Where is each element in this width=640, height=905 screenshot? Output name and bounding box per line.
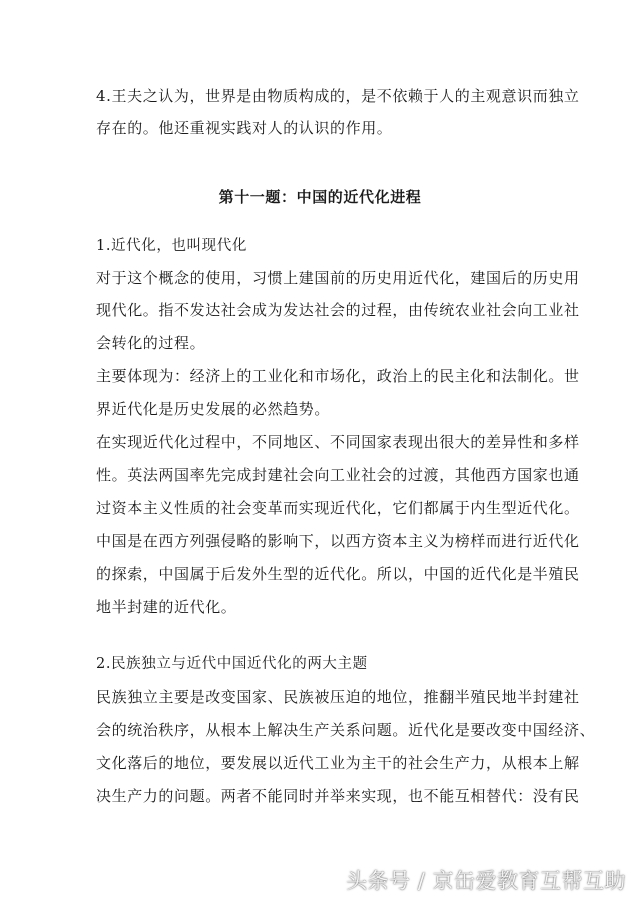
paragraph-line: 存在的。他还重视实践对人的认识的作用。 — [96, 119, 393, 137]
paragraph-line: 过资本主义性质的社会变革而实现近代化，它们都属于内生型近代化。 — [96, 499, 580, 517]
subheading: 1.近代化，也叫现代化 — [96, 238, 247, 254]
paragraph-line: 主要体现为：经济上的工业化和市场化，政治上的民主化和法制化。世 — [96, 367, 580, 385]
paragraph-line: 文化落后的地位，要发展以近代工业为主干的社会生产力，从根本上解 — [96, 754, 580, 772]
paragraph-line: 在实现近代化过程中，不同地区、不同国家表现出很大的差异性和多样 — [96, 433, 580, 451]
paragraph-line: 4.王夫之认为，世界是由物质构成的，是不依赖于人的主观意识而独立 — [96, 87, 580, 105]
paragraph-line: 性。英法两国率先完成封建社会向工业社会的过渡，其他西方国家也通 — [96, 466, 580, 484]
paragraph-line: 地半封建的近代化。 — [96, 598, 237, 616]
paragraph-line: 会转化的过程。 — [96, 334, 206, 352]
paragraph-line: 决生产力的问题。两者不能同时并举来实现，也不能互相替代：没有民 — [96, 787, 580, 805]
paragraph-line: 对于这个概念的使用，习惯上建国前的历史用近代化，建国后的历史用 — [96, 269, 580, 287]
watermark: 头条号 / 京缶爱教育互帮互助 — [346, 869, 626, 893]
paragraph-line: 界近代化是历史发展的必然趋势。 — [96, 400, 331, 418]
paragraph-line: 中国是在西方列强侵略的影响下，以西方资本主义为榜样而进行近代化 — [96, 532, 580, 550]
paragraph-line: 现代化。指不发达社会成为发达社会的过程，由传统农业社会向工业社 — [96, 301, 580, 319]
paragraph-line: 会的统治秩序，从根本上解决生产关系问题。近代化是要改变中国经济、 — [96, 721, 596, 739]
paragraph-line: 民族独立主要是改变国家、民族被压迫的地位，推翻半殖民地半封建社 — [96, 688, 580, 706]
paragraph-line: 的探索，中国属于后发外生型的近代化。所以，中国的近代化是半殖民 — [96, 565, 580, 583]
section-title: 第十一题：中国的近代化进程 — [218, 188, 422, 206]
subheading: 2.民族独立与近代中国近代化的两大主题 — [96, 656, 368, 672]
